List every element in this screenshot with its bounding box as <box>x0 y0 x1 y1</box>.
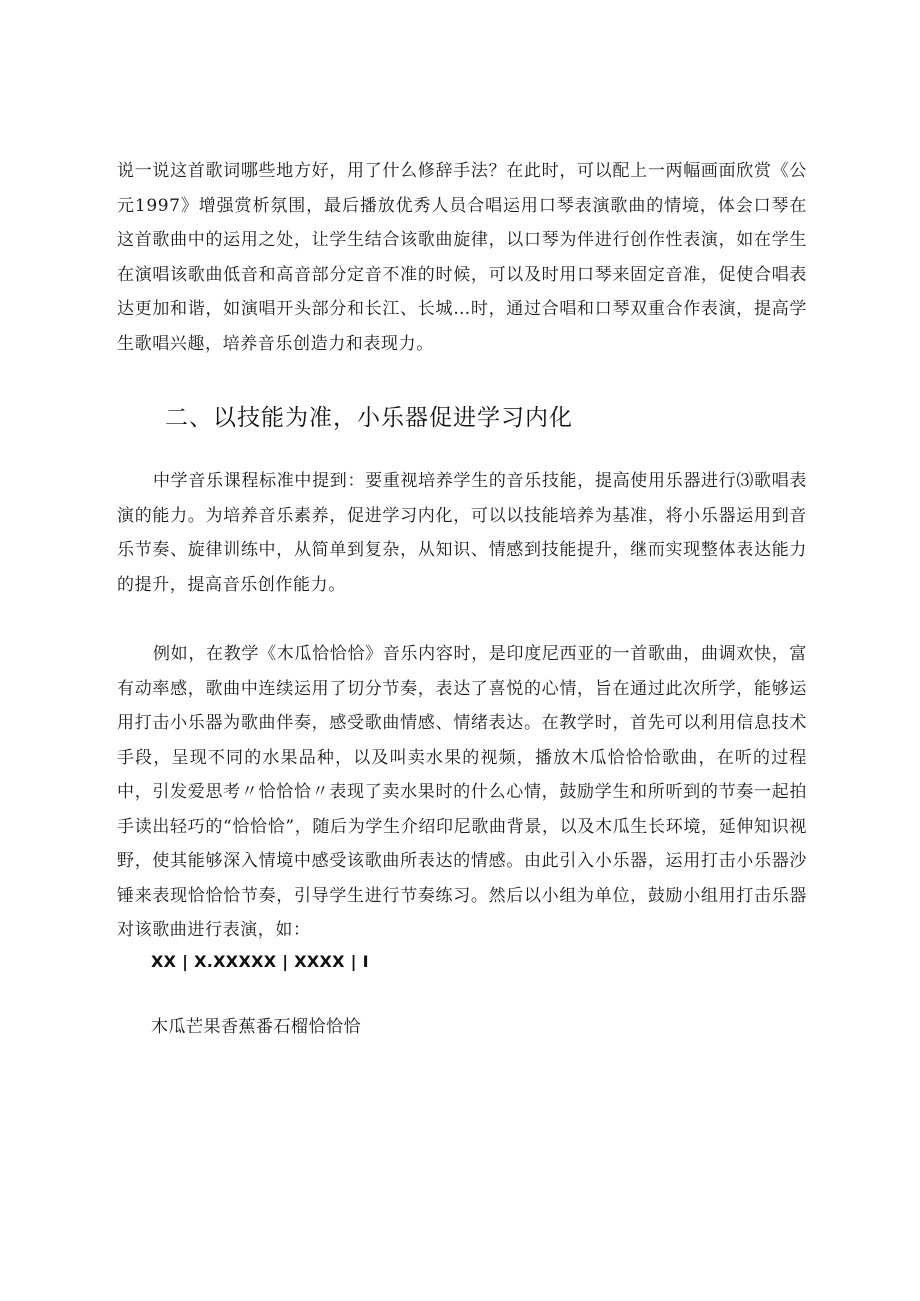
body-paragraph-1: 说一说这首歌词哪些地方好，用了什么修辞手法？在此时，可以配上一两幅画面欣赏《公元1997》增强赏析氛围，最后播放优秀人员合唱运用口琴表演歌曲的情境，体会口琴在这首歌曲中的运用之处，让学生结合该歌曲旋律，以口琴为伴进行创作性表演，如在学生在演唱该歌曲低音和高音部分定音不准的时候，可以及时用口琴来固定音准，促使合唱表达更加和谐，如演唱开头部分和长江、长城…时，通过合唱和口琴双重合作表演，提高学生歌唱兴趣，培养音乐创造力和表现力。 <box>117 161 807 354</box>
section-heading: 二、以技能为准，小乐器促进学习内化 <box>165 405 573 431</box>
body-paragraph-3: 例如，在教学《木瓜恰恰恰》音乐内容时，是印度尼西亚的一首歌曲，曲调欢快，富有动率感，歌曲中连续运用了切分节奏，表达了喜悦的心情，旨在通过此次所学，能够运用打击小乐器为歌曲伴奏，感受歌曲情感、情绪表达。在教学时，首先可以利用信息技术手段，呈现不同的水果品种，以及叫卖水果的视频，播放木瓜恰恰恰歌曲，在听的过程中，引发爱思考〃恰恰恰〃表现了卖水果时的什么心情，鼓励学生和所听到的节奏一起拍手读出轻巧的“恰恰恰”，随后为学生介绍印尼歌曲背景，以及木瓜生长环境，延伸知识视野，使其能够深入情境中感受该歌曲所表达的情感。由此引入小乐器，运用打击小乐器沙锤来表现恰恰恰节奏，引导学生进行节奏练习。然后以小组为单位，鼓励小组用打击乐器对该歌曲进行表演，如： <box>117 644 807 940</box>
lyrics-line: 木瓜芒果香蕉番石榴恰恰恰 <box>151 1017 361 1037</box>
body-paragraph-2: 中学音乐课程标准中提到：要重视培养学生的音乐技能，提高使用乐器进行⑶歌唱表演的能力。为培养音乐素养，促进学习内化，可以以技能培养为基准，将小乐器运用到音乐节奏、旋律训练中，从简单到复杂，从知识、情感到技能提升，继而实现整体表达能力的提升，提高音乐创作能力。 <box>117 471 807 595</box>
rhythm-notation: XX | X.XXXXX | XXXX | I <box>151 952 369 971</box>
